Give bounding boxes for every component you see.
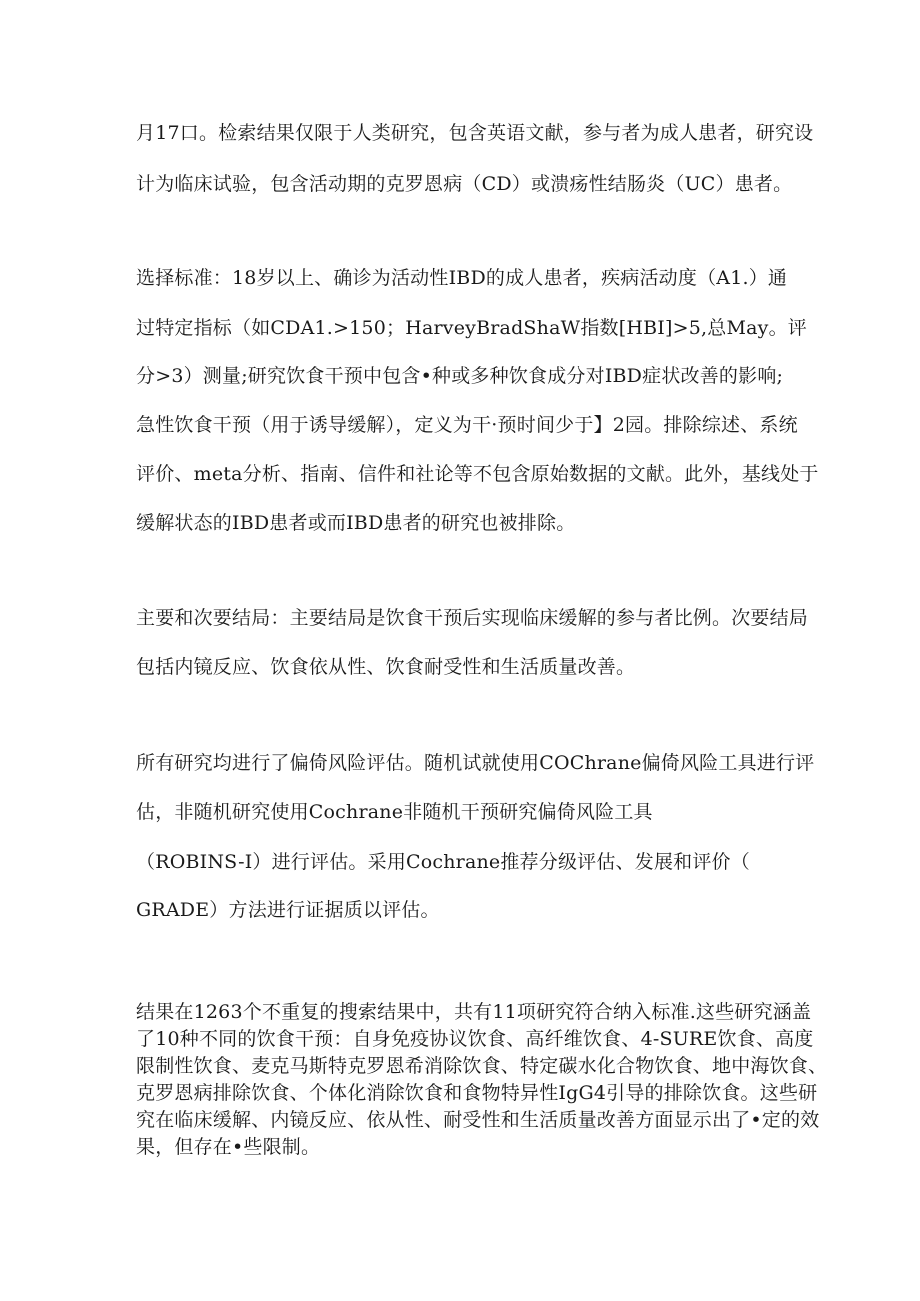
text-line: 评价、meta分析、指南、信件和社论等不包含原始数据的文献。此外，基线处于 — [136, 463, 819, 485]
text-line: 估，非随机研究使用Cochrane非随机干预研究偏倚风险工具 — [136, 801, 653, 823]
text-line: 选择标准：18岁以上、确诊为活动性IBD的成人患者，疾病活动度（A1.）通 — [136, 267, 788, 289]
text-line: 计为临床试验，包含活动期的克罗恩病（CD）或溃疡性结肠炎（UC）患者。 — [136, 173, 793, 195]
text-line: 包括内镜反应、饮食依从性、饮食耐受性和生活质量改善。 — [136, 656, 636, 678]
text-line: 果，但存在•些限制。 — [136, 1136, 321, 1158]
text-line: 了10种不同的饮食干预：自身免疫协议饮食、高纤维饮食、4-SURE饮食、高度 — [136, 1028, 814, 1050]
text-line: 结果在1263个不重复的搜索结果中，共有11项研究符合纳入标准.这些研究涵盖 — [136, 1001, 812, 1023]
text-line: 所有研究均进行了偏倚风险评估。随机试就使用COChrane偏倚风险工具进行评 — [136, 752, 815, 774]
text-line: 克罗恩病排除饮食、个体化消除饮食和食物特异性IgG4引导的排除饮食。这些研 — [136, 1082, 818, 1104]
text-line: 主要和次要结局：主要结局是饮食干预后实现临床缓解的参与者比例。次要结局 — [136, 607, 809, 629]
text-line: 急性饮食干预（用于诱导缓解），定义为干·预时间少于】2园。排除综述、系统 — [136, 414, 798, 436]
text-line: （ROBINS-I）进行评估。采用Cochrane推荐分级评估、发展和评价（ — [136, 851, 750, 873]
text-line: 究在临床缓解、内镜反应、依从性、耐受性和生活质量改善方面显示出了•定的效 — [136, 1109, 820, 1131]
text-line: 缓解状态的IBD患者或而IBD患者的研究也被排除。 — [136, 512, 576, 534]
text-line: 限制性饮食、麦克马斯特克罗恩希消除饮食、特定碳水化合物饮食、地中海饮食、 — [136, 1055, 828, 1077]
text-line: GRADE）方法进行证据质以评估。 — [136, 899, 440, 921]
text-line: 过特定指标（如CDA1.>150；HarveyBradShaW指数[HBI]>5,总May。评 — [136, 317, 807, 339]
text-line: 分>3）测量;研究饮食干预中包含•种或多种饮食成分对IBD症状改善的影响; — [136, 365, 784, 387]
text-line: 月17口。检索结果仅限于人类研究，包含英语文献，参与者为成人患者，研究设 — [136, 122, 814, 144]
